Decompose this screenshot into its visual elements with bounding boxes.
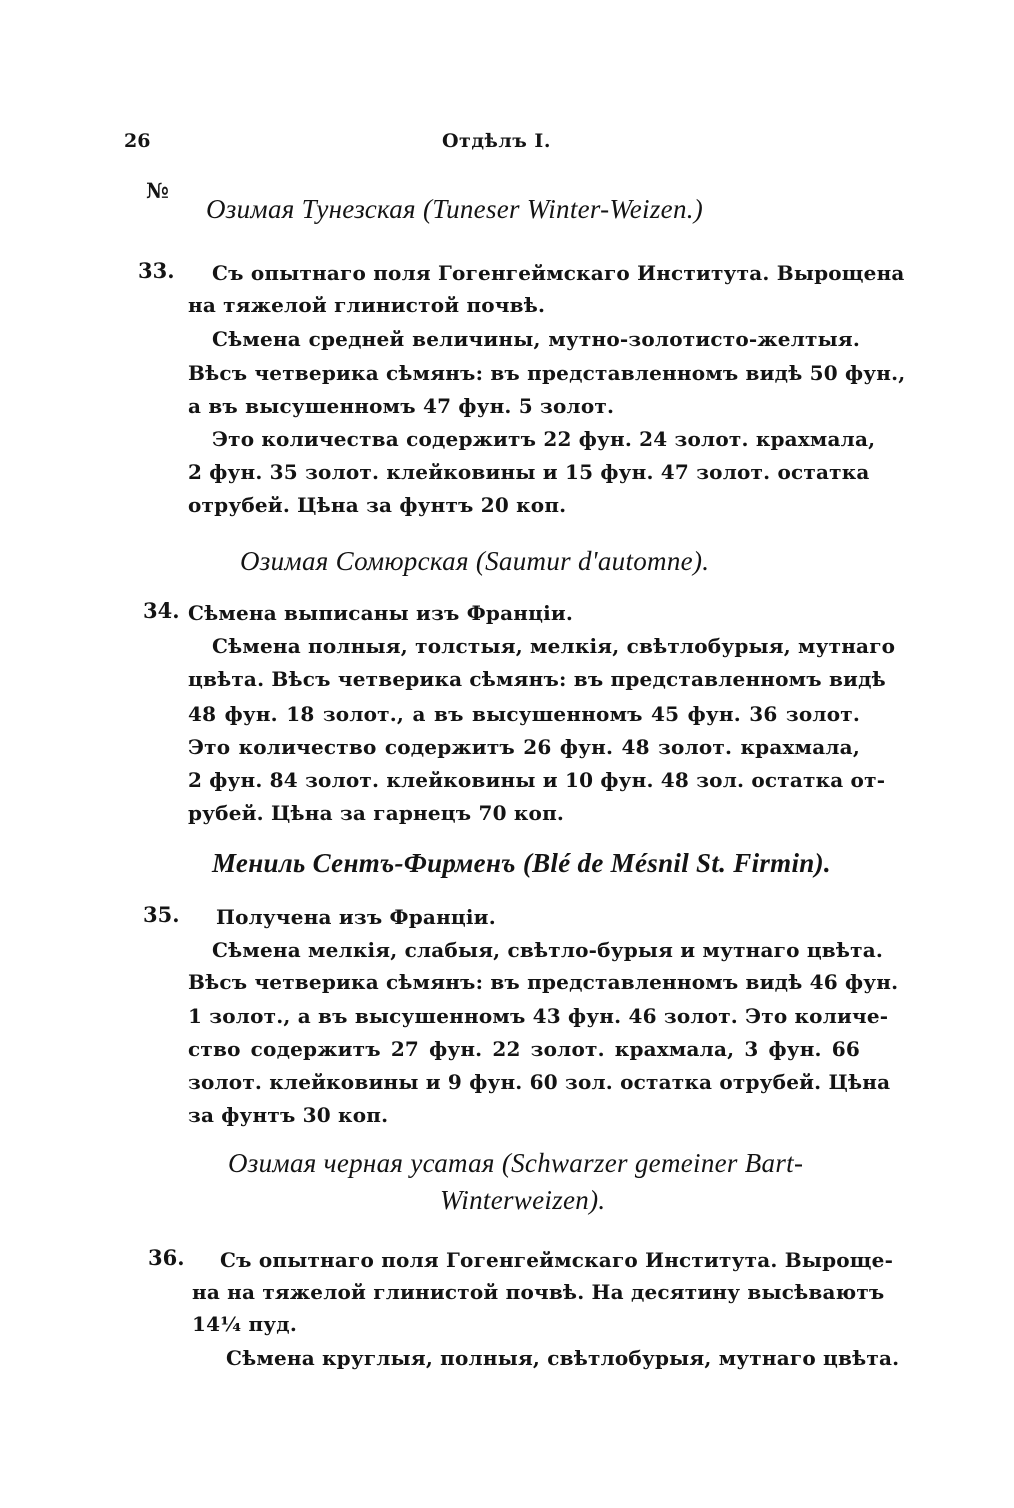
entry-34-line-1: Сѣмена выписаны изъ Франціи. bbox=[188, 601, 574, 625]
entry-33-line-6: Это количества содержитъ 22 фун. 24 золот. крахмала, bbox=[212, 427, 876, 451]
entry-35-line-5: ство содержитъ 27 фун. 22 золот. крахмала, 3 фун. 66 bbox=[188, 1037, 860, 1061]
entry-33-line-5: а въ высушенномъ 47 фун. 5 золот. bbox=[188, 394, 615, 418]
entry-35-line-6: золот. клейковины и 9 фун. 60 зол. остатка отрубей. Цѣна bbox=[188, 1070, 891, 1094]
entry-34-line-2: Сѣмена полныя, толстыя, мелкія, свѣтлобурыя, мутнаго bbox=[212, 634, 896, 658]
entry-heading-35: Мениль Сентъ-Фирменъ (Blé de Mésnil St. Firmin). bbox=[212, 848, 831, 878]
entry-heading-36-line-1: Озимая черная усатая (Schwarzer gemeiner Bart- bbox=[228, 1148, 804, 1178]
entry-36-line-4: Сѣмена круглыя, полныя, свѣтлобурыя, мутнаго цвѣта. bbox=[226, 1346, 900, 1370]
number-column-label: № bbox=[146, 178, 169, 203]
entry-33-line-1: Съ опытнаго поля Гогенгеймскаго Института. Вырощена bbox=[212, 261, 905, 285]
entry-33-line-4: Вѣсъ четверика сѣмянъ: въ представленномъ видѣ 50 фун., bbox=[188, 361, 906, 385]
entry-number-33: 33. bbox=[138, 258, 175, 283]
entry-number-35: 35. bbox=[143, 902, 180, 927]
running-head: Отдѣлъ I. bbox=[442, 130, 551, 152]
entry-36-line-3: 14¼ пуд. bbox=[192, 1312, 297, 1336]
entry-33-line-8: отрубей. Цѣна за фунтъ 20 коп. bbox=[188, 493, 567, 517]
entry-33-line-2: на тяжелой глинистой почвѣ. bbox=[188, 293, 546, 317]
entry-34-line-3: цвѣта. Вѣсъ четверика сѣмянъ: въ представленномъ видѣ bbox=[188, 667, 886, 691]
entry-33-line-3: Сѣмена средней величины, мутно-золотисто-желтыя. bbox=[212, 327, 860, 351]
entry-number-36: 36. bbox=[148, 1245, 185, 1270]
entry-heading-34: Озимая Сомюрская (Saumur d'automne). bbox=[240, 546, 710, 576]
entry-35-line-3: Вѣсъ четверика сѣмянъ: въ представленномъ видѣ 46 фун. bbox=[188, 970, 899, 994]
entry-36-line-1: Съ опытнаго поля Гогенгеймскаго Института. Вырощe- bbox=[220, 1248, 894, 1272]
entry-35-line-4: 1 золот., а въ высушенномъ 43 фун. 46 золот. Это количе- bbox=[188, 1004, 889, 1028]
entry-34-line-6: 2 фун. 84 золот. клейковины и 10 фун. 48 зол. остатка от- bbox=[188, 768, 886, 792]
entry-33-line-7: 2 фун. 35 золот. клейковины и 15 фун. 47 золот. остатка bbox=[188, 460, 870, 484]
page-number: 26 bbox=[124, 130, 151, 152]
entry-34-line-7: рубей. Цѣна за гарнецъ 70 коп. bbox=[188, 801, 565, 825]
entry-35-line-2: Сѣмена мелкія, слабыя, свѣтло-бурыя и мутнаго цвѣта. bbox=[212, 938, 884, 962]
entry-34-line-5: Это количество содержитъ 26 фун. 48 золот. крахмала, bbox=[188, 735, 860, 759]
entry-number-34: 34. bbox=[143, 598, 180, 623]
entry-35-line-1: Получена изъ Франціи. bbox=[216, 905, 496, 929]
entry-34-line-4: 48 фун. 18 золот., а въ высушенномъ 45 фун. 36 золот. bbox=[188, 702, 860, 726]
entry-heading-33: Озимая Тунезская (Tuneser Winter-Weizen.) bbox=[206, 194, 704, 224]
entry-35-line-7: за фунтъ 30 коп. bbox=[188, 1103, 389, 1127]
entry-heading-36-line-2: Winterweizen). bbox=[440, 1185, 606, 1215]
entry-36-line-2: на на тяжелой глинистой почвѣ. На десятину высѣваютъ bbox=[192, 1280, 885, 1304]
